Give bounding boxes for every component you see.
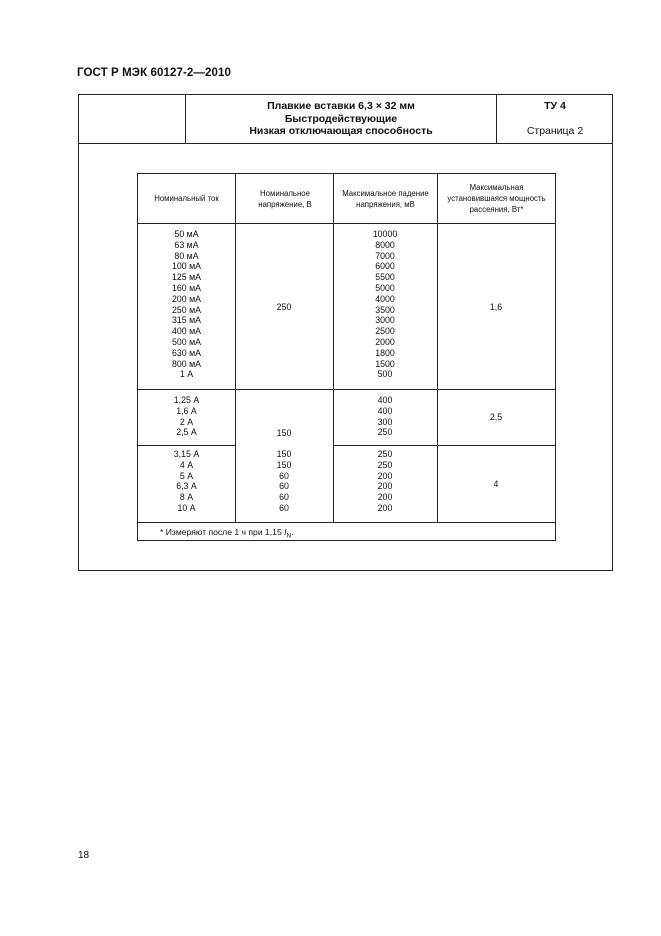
current-value: 3,15 А [173, 449, 200, 459]
voltage-drop-value: 8000 [375, 239, 395, 250]
voltage-drop-value: 200 [377, 502, 393, 513]
voltage-drop-value: 3000 [375, 315, 395, 326]
voltage-value: 150 [276, 449, 292, 459]
group-divider [138, 389, 555, 390]
current-value: 100 мА [171, 261, 202, 272]
voltage-value: 60 [279, 470, 289, 481]
footnote-text: * Измеряют после 1 ч при 1,15 [160, 527, 285, 537]
group1-voltage-drops [333, 229, 437, 380]
voltage-value: 60 [279, 492, 289, 503]
header-nominal-voltage: Номинальное напряжение, В [258, 188, 312, 209]
voltage-value: 60 [279, 481, 289, 492]
group3-voltages [235, 449, 333, 514]
footnote-divider [138, 522, 555, 523]
document-code: ГОСТ Р МЭК 60127-2—2010 [77, 67, 231, 79]
group2-voltage-drops [333, 395, 437, 438]
header-power-dissipation: Максимальная установившаяся мощность рассеяния, Вт* [447, 183, 546, 214]
current-value: 5 А [179, 470, 194, 481]
current-value: 160 мА [171, 282, 202, 293]
header-divider [138, 223, 555, 224]
footnote-symbol: I [284, 527, 287, 537]
header-nominal-current: Номинальный ток [154, 194, 219, 203]
current-value: 63 мА [174, 239, 199, 250]
group3-currents [138, 449, 235, 514]
voltage-drop-value: 3500 [375, 304, 395, 315]
voltage-drop-value: 400 [377, 395, 393, 405]
page-number: 18 [78, 850, 90, 861]
current-value: 315 мА [171, 315, 202, 326]
voltage-drop-value: 400 [377, 405, 393, 416]
current-value: 8 А [179, 492, 194, 503]
group3-voltage-drops [333, 449, 437, 514]
current-value: 4 А [179, 459, 194, 470]
title-line-1: Плавкие вставки 6,3 × 32 мм [267, 100, 415, 112]
voltage-value: 60 [279, 502, 289, 513]
group2-currents [138, 395, 235, 438]
voltage-drop-value: 1500 [375, 358, 395, 369]
header-voltage-drop: Максимальное падение напряжения, мВ [342, 188, 429, 209]
current-value: 500 мА [171, 336, 202, 347]
current-value: 125 мА [171, 272, 202, 283]
voltage-drop-value: 5000 [375, 282, 395, 293]
group-divider [138, 445, 235, 446]
sheet-code: ТУ 4 [544, 100, 566, 112]
voltage-drop-value: 6000 [375, 261, 395, 272]
group1-power: 1,6 [489, 302, 503, 312]
voltage-drop-value: 300 [377, 416, 393, 427]
column-divider [437, 174, 438, 523]
voltage-drop-value: 200 [377, 492, 393, 503]
title-line-2: Быстродействующие [284, 112, 398, 125]
fuse-ratings-table [137, 173, 556, 541]
footnote-end: . [291, 527, 294, 537]
voltage-drop-value: 1800 [375, 347, 395, 358]
voltage-drop-value: 200 [377, 470, 393, 481]
sheet-code-cell [496, 95, 613, 143]
current-value: 10 А [177, 502, 196, 513]
title-line-3: Низкая отключающая способность [249, 125, 433, 138]
current-value: 1,25 А [173, 395, 200, 405]
sheet-page-label: Страница 2 [526, 125, 584, 137]
voltage-drop-value: 250 [377, 449, 393, 459]
current-value: 1,6 А [176, 405, 197, 416]
voltage-drop-value: 200 [377, 481, 393, 492]
current-value: 2,5 А [176, 427, 197, 438]
voltage-drop-value: 10000 [372, 229, 398, 239]
voltage-drop-value: 2000 [375, 336, 395, 347]
table-footnote [160, 527, 294, 540]
voltage-drop-value: 7000 [375, 250, 395, 261]
voltage-drop-value: 5500 [375, 272, 395, 283]
current-value: 50 мА [174, 229, 199, 239]
sheet-header [79, 95, 612, 144]
current-value: 250 мА [171, 304, 202, 315]
current-value: 400 мА [171, 326, 202, 337]
sheet-title [186, 100, 496, 138]
voltage-drop-value: 500 [377, 369, 393, 380]
current-value: 200 мА [171, 293, 202, 304]
voltage-drop-value: 2500 [375, 326, 395, 337]
header-blank-cell [79, 95, 186, 143]
group2-voltage: 150 [276, 428, 292, 438]
voltage-drop-value: 250 [377, 459, 393, 470]
group1-voltage: 250 [276, 302, 292, 312]
voltage-drop-value: 250 [377, 427, 393, 438]
current-value: 6,3 А [176, 481, 197, 492]
group3-power: 4 [493, 479, 499, 489]
footnote-subscript: N [286, 532, 292, 540]
voltage-value: 150 [276, 459, 292, 470]
group2-power: 2,5 [489, 412, 503, 422]
group1-currents [138, 229, 235, 380]
current-value: 80 мА [174, 250, 199, 261]
current-value: 630 мА [171, 347, 202, 358]
current-value: 2 А [179, 416, 194, 427]
voltage-drop-value: 4000 [375, 293, 395, 304]
group-divider [333, 445, 555, 446]
current-value: 1 А [179, 369, 194, 380]
current-value: 800 мА [171, 358, 202, 369]
